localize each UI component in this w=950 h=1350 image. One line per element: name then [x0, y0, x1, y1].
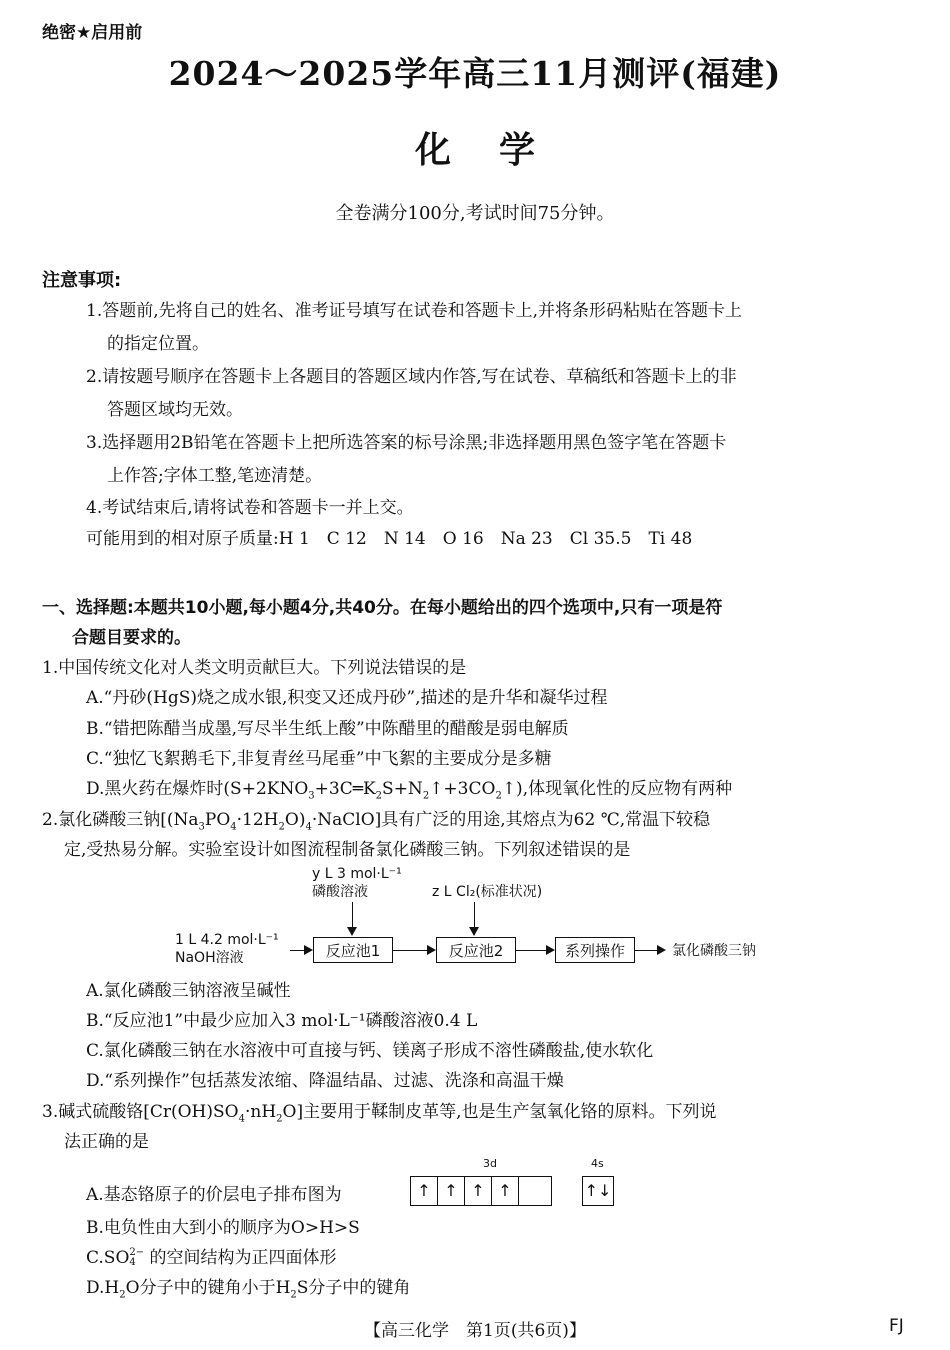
arrow-line [352, 902, 353, 927]
notice-heading: 注意事项: [42, 270, 122, 291]
orbital-box: ↑ [438, 1177, 465, 1205]
notice-item-3-cont: 上作答;字体工整,笔迹清楚。 [107, 466, 323, 486]
confidential-mark: 绝密★启用前 [42, 23, 143, 43]
notice-item-3: 3.选择题用2B铅笔在答题卡上把所选答案的标号涂黑;非选择题用黑色签字笔在答题卡 [86, 433, 727, 453]
q3-option-c: C.SO 2− 4 的空间结构为正四面体形 [86, 1247, 337, 1268]
orbital-4s [582, 1176, 614, 1206]
reaction-tank-1: 反应池1 [313, 937, 393, 963]
product-label: 氯化磷酸三钠 [672, 943, 756, 959]
arrow-head [469, 927, 479, 936]
q1-option-a: A.“丹砂(HgS)烧之成水银,积变又还成丹砂”,描述的是升华和凝华过程 [86, 688, 608, 708]
atomic-masses: 可能用到的相对原子质量:H 1 C 12 N 14 O 16 Na 23 Cl 35.5 Ti 48 [86, 529, 693, 549]
section-heading-cont: 合题目要求的。 [72, 628, 191, 648]
q3-option-a: A.基态铬原子的价层电子排布图为 [86, 1185, 342, 1205]
arrow-line [516, 950, 550, 951]
q1-option-b: B.“错把陈醋当成墨,写尽半生纸上酸”中陈醋里的醋酸是弱电解质 [86, 719, 569, 739]
subject-title: 化学 [414, 129, 583, 171]
exam-info: 全卷满分100分,考试时间75分钟。 [335, 203, 615, 224]
q2-option-d: D.“系列操作”包括蒸发浓缩、降温结晶、过滤、洗涤和高温干燥 [86, 1071, 564, 1091]
reaction-tank-2: 反应池2 [436, 937, 516, 963]
q3-option-d: $D.H_2O$分子中的键角小于$H_2S$分子中的键角 [86, 1278, 411, 1301]
arrow-line [393, 950, 431, 951]
naoh-label-2: NaOH溶液 [175, 950, 244, 966]
q1-stem: 1.中国传统文化对人类文明贡献巨大。下列说法错误的是 [42, 658, 467, 678]
q1-option-c: C.“独忆飞絮鹅毛下,非复青丝马尾垂”中飞絮的主要成分是多糖 [86, 749, 552, 769]
q2-option-a: A.氯化磷酸三钠溶液呈碱性 [86, 981, 291, 1001]
q2-stem: 2.氯化磷酸三钠$[(Na_3PO_4\cdot 12H_2O)_4\cdot NaClO]$具有广泛的用途,其熔点为62 ℃,常温下较稳 [42, 810, 711, 833]
orbital-3d [410, 1176, 552, 1206]
q3-option-b: B.电负性由大到小的顺序为O>H>S [86, 1218, 360, 1238]
arrow-line [474, 902, 475, 927]
q3-stem-cont: 法正确的是 [64, 1132, 149, 1152]
notice-item-4: 4.考试结束后,请将试卷和答题卡一并上交。 [86, 498, 414, 518]
arrow-head [347, 927, 357, 936]
arrow-head [546, 945, 555, 955]
orbital-box [519, 1177, 551, 1205]
page-footer: 【高三化学 第1页(共6页)】 [364, 1321, 586, 1341]
orbital-box: ↑ [492, 1177, 519, 1205]
label-4s: 4s [591, 1157, 604, 1170]
naoh-label: 1 L 4.2 mol·L⁻¹ [175, 932, 279, 948]
q2-option-b: B.“反应池1”中最少应加入3 mol·L⁻¹磷酸溶液0.4 L [86, 1011, 478, 1031]
orbital-box: ↑↓ [584, 1181, 612, 1200]
orbital-box: ↑ [411, 1177, 438, 1205]
orbital-box: ↑ [465, 1177, 492, 1205]
q1-option-d: D.黑火药在爆炸时$(S+2KNO_3+3C═K_2S+N_2↑+3CO_2↑)$,体现氧化性的反应物有两种 [86, 779, 733, 802]
notice-item-2-cont: 答题区域均无效。 [107, 400, 243, 420]
series-operations: 系列操作 [555, 937, 635, 963]
label-3d: 3d [483, 1157, 497, 1170]
phosphoric-label-2: 磷酸溶液 [312, 884, 368, 900]
exam-title: 2024～2025学年高三11月测评(福建) [168, 54, 782, 93]
notice-item-1: 1.答题前,先将自己的姓名、准考证号填写在试卷和答题卡上,并将条形码粘贴在答题卡上 [86, 301, 743, 321]
section-heading: 一、选择题:本题共10小题,每小题4分,共40分。在每小题给出的四个选项中,只有一项是符 [42, 598, 723, 618]
q3-stem: 3.碱式硫酸铬$[Cr(OH)SO_4\cdot nH_2O]$主要用于鞣制皮革等,也是生产氢氧化铬的原料。下列说 [42, 1102, 717, 1125]
q2-option-c: C.氯化磷酸三钠在水溶液中可直接与钙、镁离子形成不溶性磷酸盐,使水软化 [86, 1041, 654, 1061]
phosphoric-label: y L 3 mol·L⁻¹ [312, 866, 402, 882]
chlorine-label: z L Cl₂(标准状况) [432, 884, 543, 900]
notice-item-1-cont: 的指定位置。 [107, 334, 209, 354]
q2-stem-cont: 定,受热易分解。实验室设计如图流程制备氯化磷酸三钠。下列叙述错误的是 [64, 840, 631, 860]
region-code: FJ [889, 1316, 904, 1336]
arrow-head [427, 945, 436, 955]
notice-item-2: 2.请按题号顺序在答题卡上各题目的答题区域内作答,写在试卷、草稿纸和答题卡上的非 [86, 367, 737, 387]
arrow-head [657, 945, 666, 955]
arrow-head [304, 945, 313, 955]
